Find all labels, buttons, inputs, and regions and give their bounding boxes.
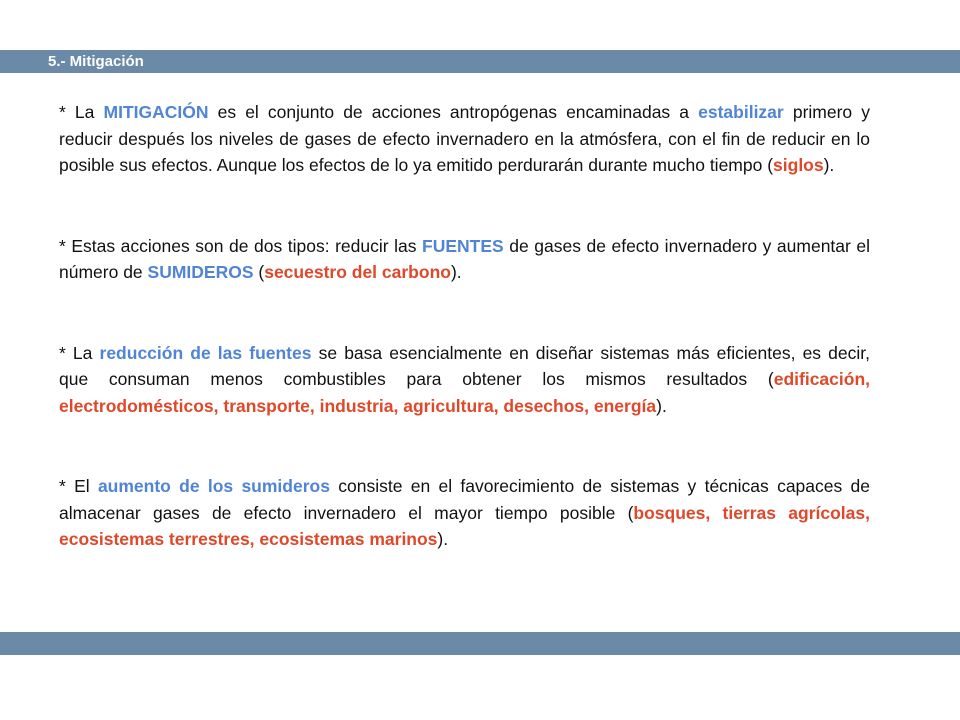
p1-text-4: ). <box>823 155 835 175</box>
p1-text-1: * La <box>59 102 104 122</box>
p3-highlight-reduccion: reducción de las fuentes <box>99 342 312 363</box>
footer-bar <box>0 632 960 655</box>
p4-text-1: * El <box>59 476 98 496</box>
slide-content <box>59 99 870 553</box>
p1-text-2: es el conjunto de acciones antropógenas encaminadas a <box>208 102 699 122</box>
p1-highlight-mitigacion: MITIGACIÓN <box>103 102 209 122</box>
p4-highlight-ecosystems: bosques, tierras agrícolas, ecosistemas terrestres, ecosistemas marinos <box>59 502 870 549</box>
p1-highlight-estabilizar: estabilizar <box>698 102 784 122</box>
p2-highlight-fuentes: FUENTES <box>422 235 504 256</box>
p2-text-1: * Estas acciones son de dos tipos: reducir las <box>59 235 423 256</box>
p3-text-2: se basa esencialmente en diseñar sistemas más eficientes, es decir, que consuman menos combustibles para obtener los mismos resultados ( <box>59 342 870 389</box>
paragraph-sink-increase <box>59 473 870 553</box>
p4-highlight-aumento: aumento de los sumideros <box>97 476 330 496</box>
paragraph-action-types <box>59 233 870 286</box>
p4-text-2: consiste en el favorecimiento de sistemas y técnicas capaces de almacenar gases de efecto invernadero el mayor tiempo posible ( <box>59 476 871 523</box>
p2-text-2: de gases de efecto invernadero y aumentar el número de <box>59 235 870 282</box>
slide-title: 5.- Mitigación <box>48 53 144 70</box>
p2-highlight-sumideros: SUMIDEROS <box>147 262 254 282</box>
p1-text-3: primero y reducir después los niveles de gases de efecto invernadero en la atmósfera, con el fin de reducir en lo posible sus efectos. Aunque los efectos de lo ya emitido perdurarán durante mucho tiempo ( <box>59 102 871 175</box>
p3-text-3: ). <box>656 395 667 416</box>
p2-highlight-secuestro: secuestro del carbono <box>264 262 451 282</box>
p3-highlight-sectors: edificación, electrodomésticos, transporte, industria, agricultura, desechos, energía <box>59 369 870 416</box>
p4-text-3: ). <box>437 529 449 549</box>
p2-text-3: ( <box>253 262 265 282</box>
p2-text-4: ). <box>450 262 462 282</box>
paragraph-mitigation-definition <box>59 99 870 179</box>
paragraph-source-reduction <box>59 340 870 420</box>
p1-highlight-siglos: siglos <box>773 155 824 175</box>
header-bar <box>0 50 960 73</box>
p3-text-1: * La <box>59 342 100 363</box>
